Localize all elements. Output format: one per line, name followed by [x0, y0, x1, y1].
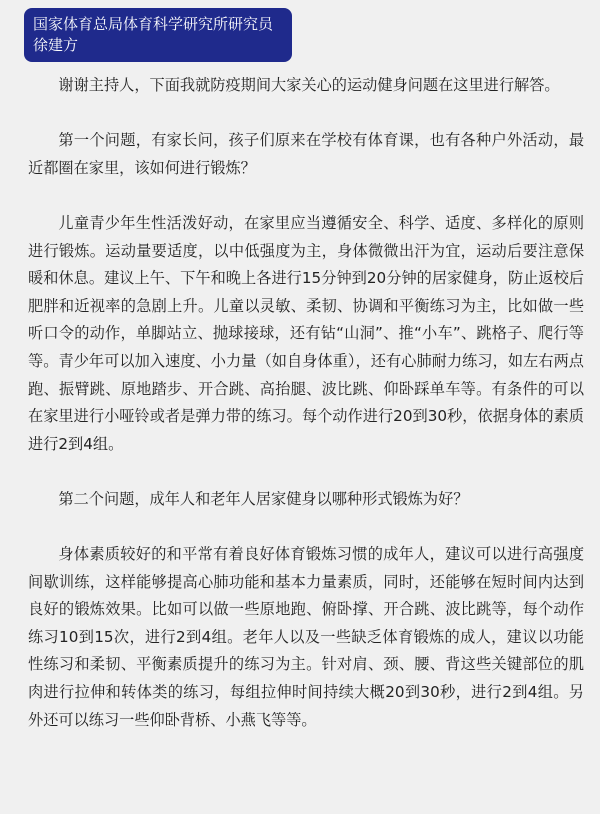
speaker-title: 国家体育总局体育科学研究所研究员: [33, 15, 274, 33]
paragraph-answer-2: 身体素质较好的和平常有着良好体育锻炼习惯的成年人，建议可以进行高强度间歇训练，这样能够提高心肺功能和基本力量素质，同时，还能够在短时间内达到良好的锻炼效果。比如可以做一些原地跑、俯卧撑、开合跳、波比跳等，每个动作练习10到15次，进行2到4组。老年人以及一些缺乏体育锻炼的成人，建议以功能性练习和柔韧、平衡素质提升的练习为主。针对肩、颈、腰、背这些关键部位的肌肉进行拉伸和转体类的练习，每组拉伸时间持续大概20到30秒，进行2到4组。另外还可以练习一些仰卧背桥、小燕飞等等。: [28, 545, 584, 729]
paragraph-question-2: 第二个问题，成年人和老年人居家健身以哪种形式锻炼为好？: [58, 489, 469, 508]
paragraph-question-1: 第一个问题，有家长问，孩子们原来在学校有体育课，也有各种户外活动，最近都圈在家里，该如何进行锻炼？: [28, 131, 584, 177]
paragraph-answer-1: 儿童青少年生性活泼好动，在家里应当遵循安全、科学、适度、多样化的原则进行锻炼。运动量要适度，以中低强度为主，身体微微出汗为宜，运动后要注意保暖和休息。建议上午、下午和晚上各进行15分钟到20分钟的居家健身，防止返校后肥胖和近视率的急剧上升。儿童以灵敏、柔韧、协调和平衡练习为主，比如做一些听口令的动作，单脚站立、抛球接球，还有钻“山洞”、推“小车”、跳格子、爬行等等。青少年可以加入速度、小力量（如自身体重），还有心肺耐力练习，如左右两点跑、振臂跳、原地踏步、开合跳、高抬腿、波比跳、仰卧踩单车等。有条件的可以在家里进行小哑铃或者是弹力带的练习。每个动作进行20到30秒，依据身体的素质进行2到4组。: [28, 213, 584, 453]
paragraph-intro: 谢谢主持人，下面我就防疫期间大家关心的运动健身问题在这里进行解答。: [58, 76, 560, 94]
speaker-name: 徐建方: [33, 36, 79, 54]
speaker-caption: [24, 8, 292, 62]
article-body: [28, 72, 584, 762]
